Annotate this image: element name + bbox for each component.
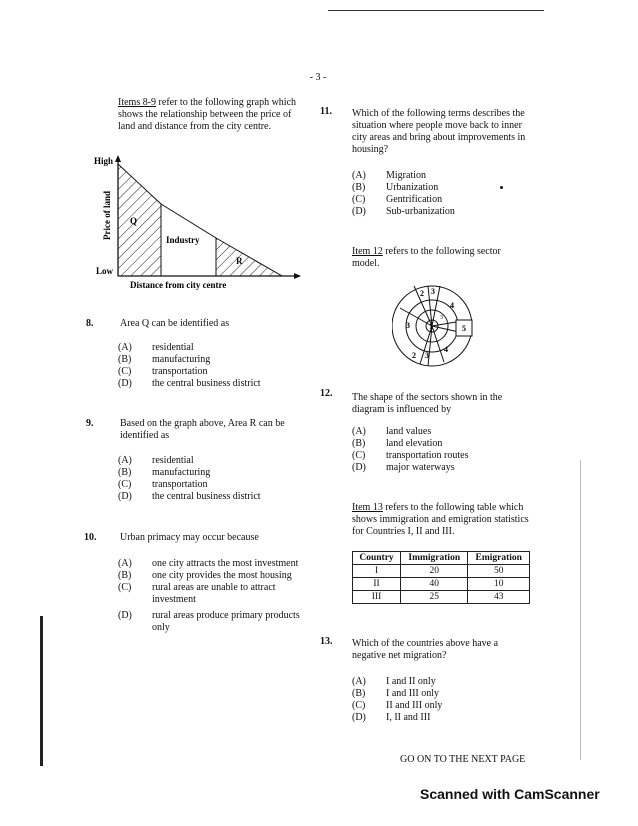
q12-text-a: land values [386, 426, 432, 437]
q9-letter-d: (D) [118, 491, 132, 502]
scan-edge-artifact [580, 460, 581, 760]
q13-text-b: I and III only [386, 688, 440, 699]
table-cell: 50 [468, 565, 530, 578]
intro-ref: Items 8-9 [118, 97, 157, 108]
sector-model-diagram [392, 276, 488, 372]
camscanner-watermark: Scanned with CamScanner [420, 786, 600, 802]
q8-letter-c: (C) [118, 366, 132, 377]
q12-text-c: transportation routes [386, 450, 469, 461]
intro-12-text: refers to the following sector model. [352, 246, 501, 269]
intro-item-13 [352, 502, 532, 538]
sector-label-3-left: 3 [406, 321, 410, 330]
intro-12-ref: Item 12 [352, 246, 383, 257]
q10-option-c[interactable] [118, 582, 310, 606]
q8-letter-b: (B) [118, 354, 132, 365]
q13-letter-d: (D) [352, 712, 366, 723]
q8-text-a: residential [152, 342, 194, 353]
q10-letter-b: (B) [118, 570, 132, 581]
sector-label-3-top: 3 [431, 287, 435, 296]
sector-label-2-top: 2 [420, 289, 424, 298]
q11-letter-d: (D) [352, 206, 366, 217]
intro-13-text: refers to the following table which shows immigration and emigration statistics for Countries I, II and III. [352, 502, 529, 537]
q11-text-a: Migration [386, 170, 426, 181]
q12-stem: The shape of the sectors shown in the diagram is influenced by [352, 392, 503, 415]
q11-text-d: Sub-urbanization [386, 206, 455, 217]
q11-stem: Which of the following terms describes the situation where people move back to inner city areas and bring about improvements in housing? [352, 108, 526, 155]
q11-text-c: Gentrification [386, 194, 443, 205]
q13-letter-c: (C) [352, 700, 366, 711]
table-cell: 43 [468, 591, 530, 604]
q9-text-c: transportation [152, 479, 208, 490]
sector-label-3-bottom: 3 [425, 351, 429, 360]
q8-text-c: transportation [152, 366, 208, 377]
q8-text-b: manufacturing [152, 354, 211, 365]
q8-letter-d: (D) [118, 378, 132, 389]
table-cell: 20 [401, 565, 468, 578]
col-header-immigration: Immigration [401, 552, 468, 565]
q10-letter-a: (A) [118, 558, 132, 569]
area-q-label: Q [130, 216, 138, 226]
q8-number: 8. [86, 318, 94, 329]
sector-label-5: 5 [462, 324, 466, 333]
sector-label-1: 1 [429, 322, 433, 331]
q10-letter-d: (D) [118, 610, 132, 621]
area-q-shape [118, 164, 161, 276]
q11-text-b: Urbanization [386, 182, 439, 193]
stray-dot [500, 186, 503, 189]
q9-text-b: manufacturing [152, 467, 211, 478]
q13-number: 13. [320, 636, 333, 647]
area-r-shape [216, 238, 282, 276]
table-cell: 40 [401, 578, 468, 591]
table-cell: II [353, 578, 401, 591]
intro-13-ref: Item 13 [352, 502, 383, 513]
graph-low-label: Low [96, 266, 114, 276]
sector-label-3-inner: 3 [440, 315, 443, 321]
table-header-row [353, 552, 530, 565]
col-header-country: Country [353, 552, 401, 565]
q10-stem: Urban primacy may occur because [120, 532, 259, 543]
q10-text-b: one city provides the most housing [152, 570, 292, 581]
q12-text-b: land elevation [386, 438, 443, 449]
intro-item-12 [352, 246, 530, 270]
q13-stem: Which of the countries above have a negative net migration? [352, 638, 499, 661]
q12-letter-a: (A) [352, 426, 366, 437]
q13-text-c: II and III only [386, 700, 443, 711]
q11-number: 11. [320, 106, 332, 117]
q9-letter-c: (C) [118, 479, 132, 490]
q9-stem: Based on the graph above, Area R can be identified as [120, 418, 285, 441]
q12-number: 12. [320, 388, 333, 399]
migration-table [352, 551, 530, 604]
q12-text-d: major waterways [386, 462, 455, 473]
table-row [353, 565, 530, 578]
q10-text-c: rural areas are unable to attract investment [152, 582, 276, 605]
col-header-emigration: Emigration [468, 552, 530, 565]
sector-label-2-bottom: 2 [412, 351, 416, 360]
area-r-label: R [236, 256, 243, 266]
graph-x-label: Distance from city centre [130, 280, 227, 290]
table-cell: 25 [401, 591, 468, 604]
q12-letter-d: (D) [352, 462, 366, 473]
table-row [353, 591, 530, 604]
table-cell: I [353, 565, 401, 578]
go-on-next-page: GO ON TO THE NEXT PAGE [400, 754, 526, 765]
q9-text-a: residential [152, 455, 194, 466]
q11-letter-b: (B) [352, 182, 366, 193]
q11-letter-a: (A) [352, 170, 366, 181]
intro-items-8-9 [118, 97, 304, 133]
q9-letter-a: (A) [118, 455, 132, 466]
graph-y-label: Price of land [102, 191, 112, 240]
q10-option-d[interactable] [118, 610, 310, 634]
q10-text-d: rural areas produce primary products only [152, 610, 300, 633]
table-row [353, 578, 530, 591]
q13-letter-a: (A) [352, 676, 366, 687]
q8-text-d: the central business district [152, 378, 261, 389]
top-rule [328, 10, 544, 11]
graph-high-label: High [94, 156, 114, 166]
q10-number: 10. [84, 532, 97, 543]
q10-letter-c: (C) [118, 582, 132, 593]
q13-text-a: I and II only [386, 676, 436, 687]
q8-letter-a: (A) [118, 342, 132, 353]
sector-label-4-bottom: 4 [444, 345, 448, 354]
intro-text: refer to the following graph which shows the relationship between the price of land and distance from the city centre. [118, 97, 297, 132]
q12-letter-c: (C) [352, 450, 366, 461]
scan-margin-line [40, 616, 43, 766]
q11-letter-c: (C) [352, 194, 366, 205]
land-price-graph [86, 152, 306, 292]
sector-label-4-top: 4 [450, 301, 454, 310]
page-number: - 3 - [309, 72, 327, 83]
q13-text-d: I, II and III [386, 712, 431, 723]
q9-text-d: the central business district [152, 491, 261, 502]
table-cell: 10 [468, 578, 530, 591]
q12-letter-b: (B) [352, 438, 366, 449]
q9-letter-b: (B) [118, 467, 132, 478]
table-cell: III [353, 591, 401, 604]
q10-text-a: one city attracts the most investment [152, 558, 299, 569]
q8-stem: Area Q can be identified as [120, 318, 230, 329]
area-industry-label: Industry [166, 235, 200, 245]
q13-letter-b: (B) [352, 688, 366, 699]
q9-number: 9. [86, 418, 94, 429]
